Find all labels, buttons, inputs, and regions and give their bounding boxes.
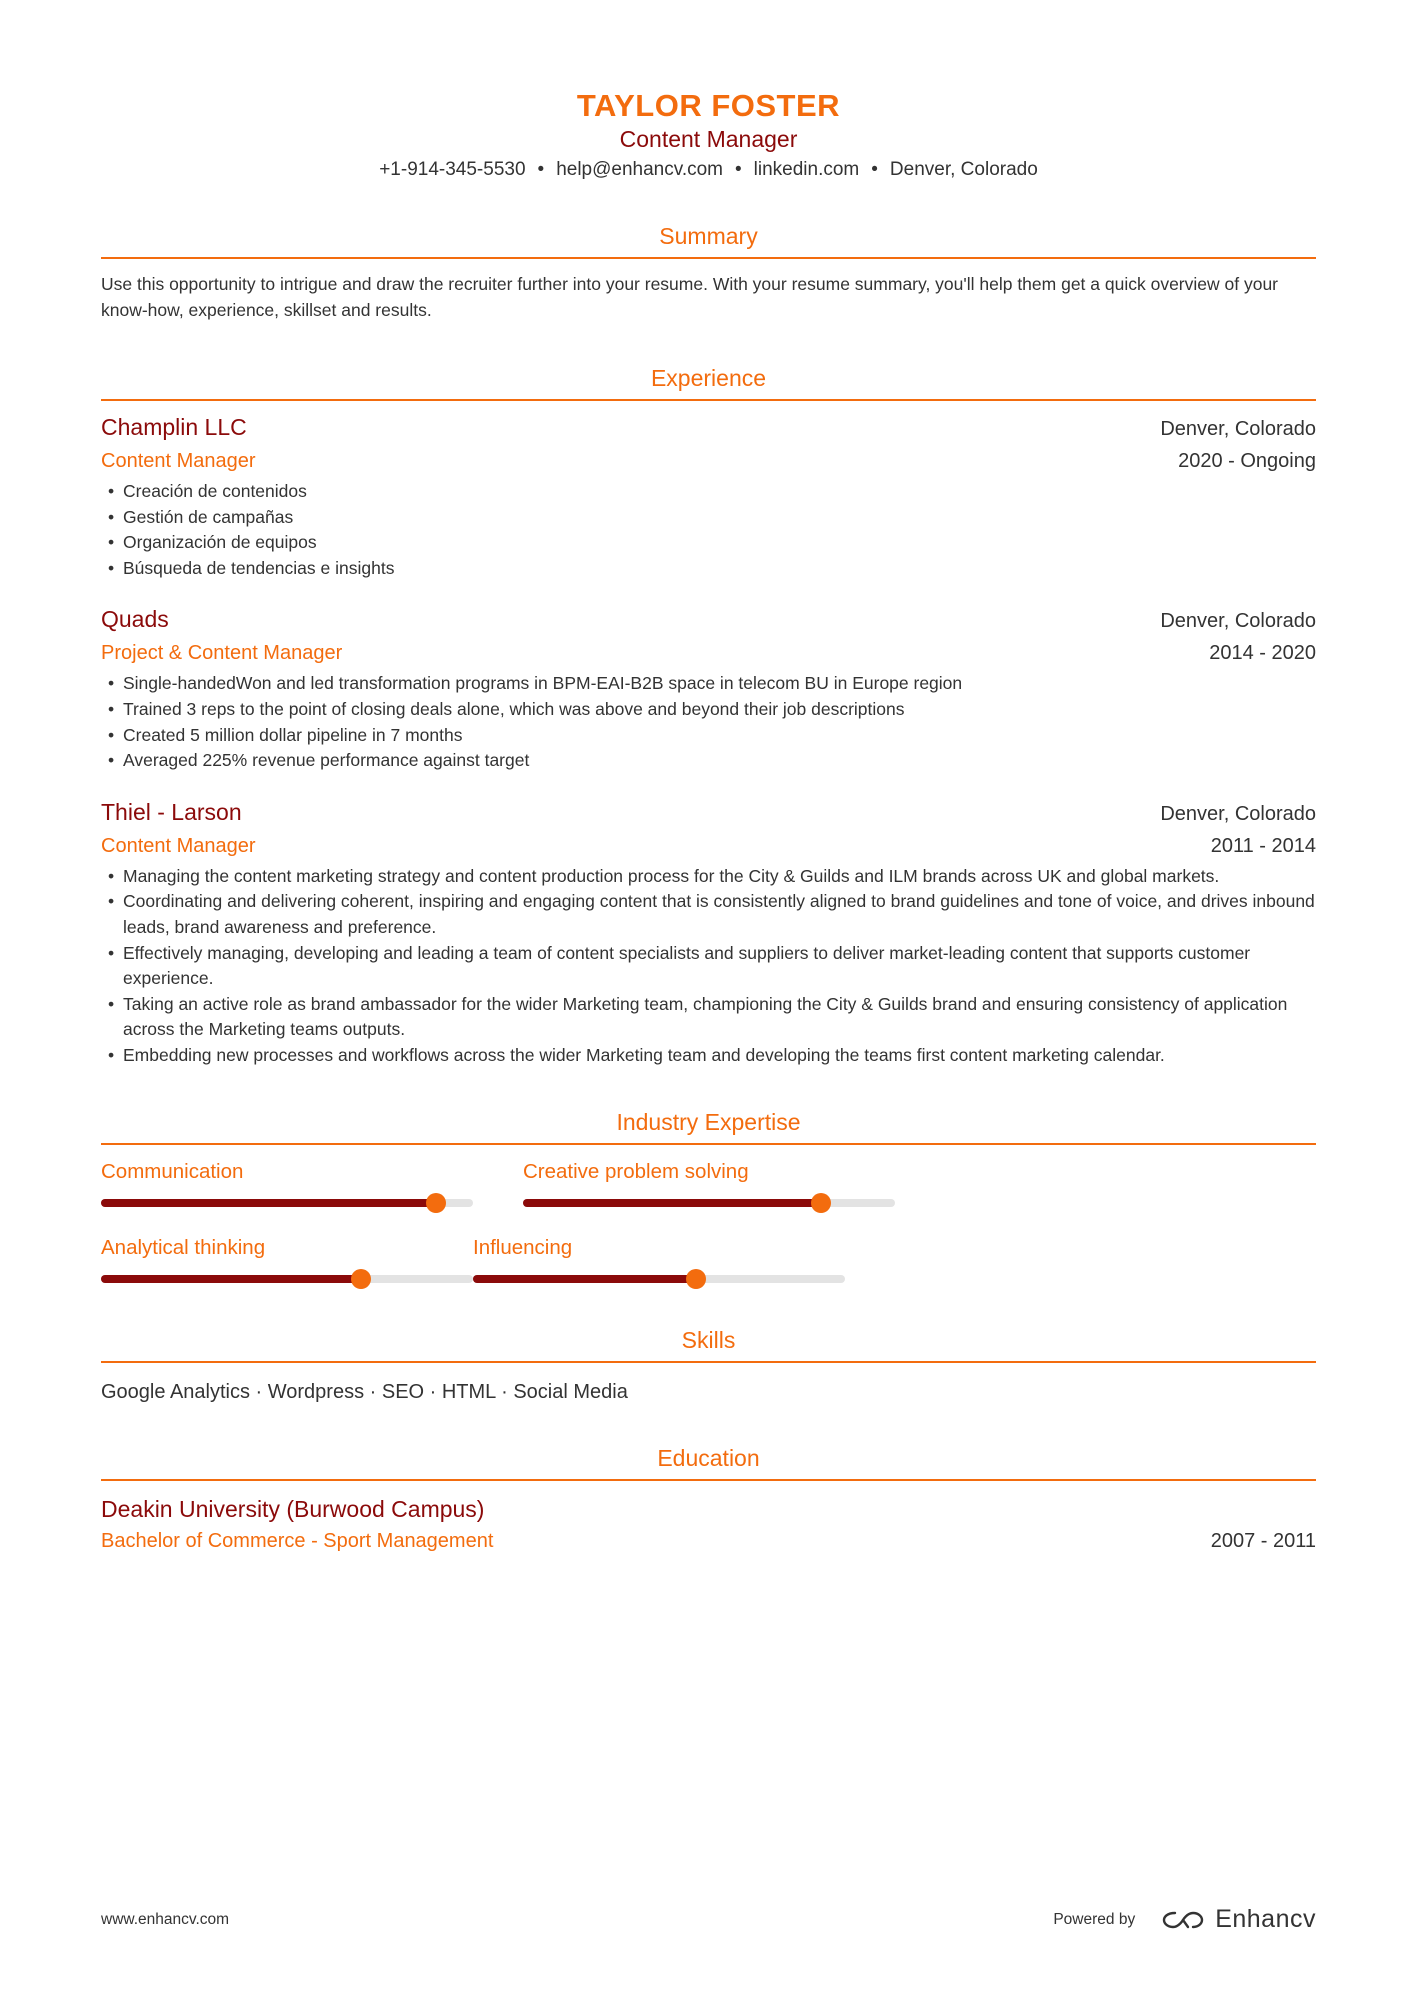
linkedin-link[interactable]: linkedin.com	[753, 159, 860, 180]
expertise-bar	[101, 1275, 473, 1283]
footer-url[interactable]: www.enhancv.com	[101, 1910, 230, 1928]
section-title-experience: Experience	[101, 363, 1316, 401]
powered-by-label: Powered by	[1053, 1910, 1136, 1928]
expertise-bar-fill	[473, 1275, 696, 1283]
powered-by	[1053, 1905, 1316, 1934]
bullet-item: • Managing the content marketing strategy and content production process for the City & Guilds and ILM brands across UK and global markets.	[101, 864, 1316, 890]
job-title: Content Manager	[101, 450, 256, 472]
job-title: Project & Content Manager	[101, 642, 343, 665]
expertise-label: Creative problem solving	[523, 1159, 749, 1183]
bullet-item: • Organización de equipos	[101, 530, 1316, 556]
resume-header	[101, 0, 1316, 184]
email[interactable]: help@enhancv.com	[556, 159, 723, 180]
bullet-item: • Coordinating and delivering coherent, inspiring and engaging content that is consistently aligned to brand guidelines and tone of voice, and drives inbound leads, brand awareness and preference.	[101, 889, 1316, 940]
separator-dot: •	[537, 159, 545, 180]
job-bullets	[101, 479, 1316, 581]
expertise-label: Analytical thinking	[101, 1235, 266, 1259]
job-location: Denver, Colorado	[1160, 418, 1316, 440]
job-location: Denver, Colorado	[1160, 802, 1316, 825]
section-title-expertise: Industry Expertise	[101, 1107, 1316, 1145]
bullet-item: • Averaged 225% revenue performance against target	[101, 748, 1316, 774]
expertise-bar-fill	[523, 1199, 821, 1207]
expertise-bar-fill	[101, 1275, 361, 1283]
expertise-item	[523, 1157, 895, 1207]
section-title-education: Education	[101, 1443, 1316, 1481]
expertise-bar-fill	[101, 1199, 436, 1207]
separator-dot: •	[871, 159, 878, 180]
expertise-bar	[523, 1199, 895, 1207]
experience-section	[101, 363, 1316, 1069]
bullet-item: • Effectively managing, developing and leading a team of content specialists and suppliers to deliver market-leading content that supports customer experience.	[101, 941, 1316, 992]
job-bullets	[101, 864, 1316, 1069]
skills-list: Google Analytics · Wordpress · SEO · HTML · Social Media	[101, 1380, 628, 1403]
job-company: Quads	[101, 606, 169, 633]
job-entry	[101, 603, 1316, 773]
job-entry	[101, 411, 1316, 581]
section-title-summary: Summary	[101, 221, 1316, 259]
bullet-item: • Búsqueda de tendencias e insights	[101, 556, 1316, 582]
expertise-bar	[101, 1199, 473, 1207]
bullet-item: • Gestión de campañas	[101, 505, 1316, 531]
summary-section	[101, 221, 1316, 323]
expertise-bar-knob	[811, 1193, 831, 1213]
resume-page	[101, 0, 1316, 1557]
bullet-item: • Single-handedWon and led transformation programs in BPM-EAI-B2B space in telecom BU in Europe region	[101, 671, 1316, 697]
candidate-role: Content Manager	[619, 126, 798, 152]
bullet-item: • Taking an active role as brand ambassador for the wider Marketing team, championing the City & Guilds brand and ensuring consistency of application across the Marketing teams outputs.	[101, 992, 1316, 1043]
education-degree: Bachelor of Commerce - Sport Management	[101, 1529, 494, 1552]
footer	[101, 1905, 1316, 1934]
job-title: Content Manager	[101, 834, 256, 857]
job-location: Denver, Colorado	[1160, 610, 1316, 633]
separator-dot: •	[735, 159, 742, 180]
bullet-item: • Embedding new processes and workflows across the wider Marketing team and developing the teams first content marketing calendar.	[101, 1043, 1316, 1069]
enhancv-logo-icon	[1161, 1909, 1205, 1931]
skills-section	[101, 1325, 1316, 1407]
expertise-item	[473, 1233, 845, 1283]
bullet-item: • Created 5 million dollar pipeline in 7 months	[101, 723, 1316, 749]
job-dates: 2014 - 2020	[1209, 642, 1316, 665]
job-company: Champlin LLC	[101, 414, 247, 440]
expertise-label: Influencing	[473, 1235, 573, 1259]
candidate-name: TAYLOR FOSTER	[576, 88, 841, 123]
expertise-item	[101, 1157, 473, 1207]
header-location: Denver, Colorado	[889, 159, 1038, 180]
expertise-grid	[101, 1157, 1316, 1309]
summary-text: Use this opportunity to intrigue and draw the recruiter further into your resume. With your resume summary, you'll help them get a quick overview of your know-how, experience, skillset and results.	[101, 274, 1279, 320]
expertise-label: Communication	[101, 1159, 244, 1183]
job-company: Thiel - Larson	[101, 798, 242, 825]
bullet-item: • Trained 3 reps to the point of closing deals alone, which was above and beyond their job descriptions	[101, 697, 1316, 723]
expertise-bar-knob	[351, 1269, 371, 1289]
education-school: Deakin University (Burwood Campus)	[101, 1495, 485, 1522]
expertise-bar	[473, 1275, 845, 1283]
job-entry	[101, 796, 1316, 1069]
enhancv-brand-name: Enhancv	[1215, 1905, 1316, 1933]
expertise-item	[101, 1233, 473, 1283]
expertise-section	[101, 1107, 1316, 1309]
bullet-item: • Creación de contenidos	[101, 479, 1316, 505]
expertise-bar-knob	[426, 1193, 446, 1213]
phone: +1-914-345-5530	[379, 159, 526, 180]
contact-line	[101, 156, 1316, 184]
expertise-bar-knob	[686, 1269, 706, 1289]
enhancv-logo[interactable]	[1161, 1905, 1316, 1934]
job-dates: 2011 - 2014	[1210, 834, 1316, 857]
section-title-skills: Skills	[101, 1325, 1316, 1363]
job-dates: 2020 - Ongoing	[1178, 450, 1316, 472]
education-dates: 2007 - 2011	[1210, 1529, 1316, 1552]
job-bullets	[101, 671, 1316, 773]
education-section	[101, 1443, 1316, 1557]
